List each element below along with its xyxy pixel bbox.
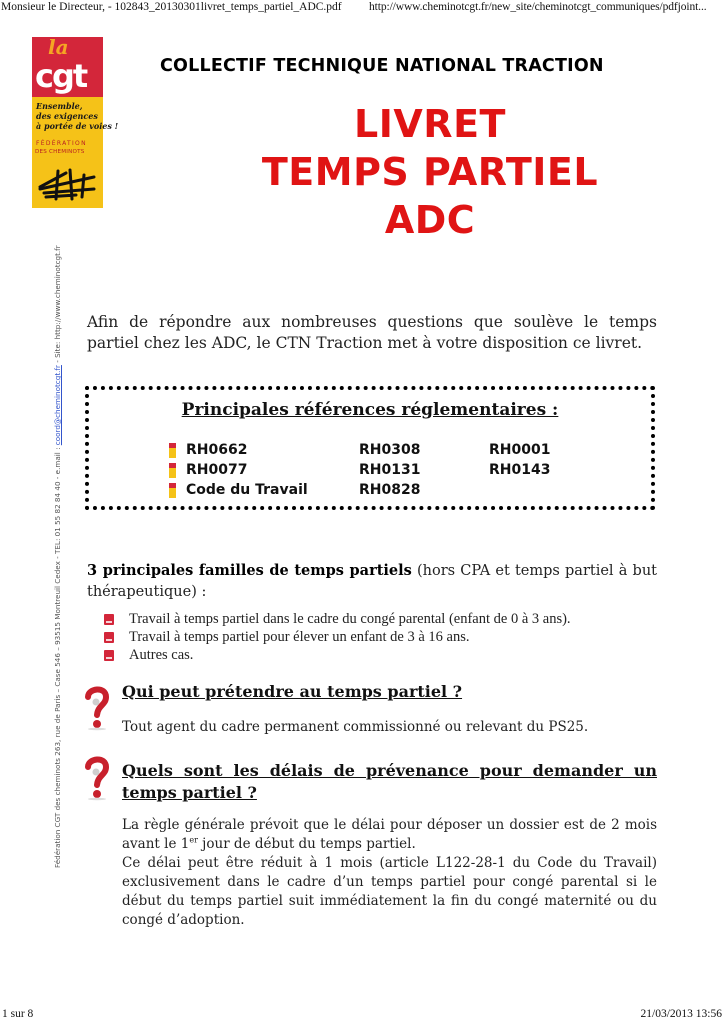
logo-slogan-line: Ensemble,: [36, 101, 83, 111]
families-lead-rest: (hors CPA et temps partiel à but thérapeutique) :: [87, 563, 657, 600]
logo-slogan-line: à portée de voies !: [36, 121, 119, 131]
families-intro: [87, 560, 657, 603]
print-header-url: http://www.cheminotcgt.fr/new_site/cheminotcgt_communiques/pdfjoint...: [369, 1, 707, 13]
main-title-line: ADC: [384, 198, 476, 242]
print-header: [0, 0, 724, 16]
list-item-text: Travail à temps partiel pour élever un enfant de 3 à 16 ans.: [129, 629, 470, 645]
answer-text: jour de début du temps partiel.: [197, 836, 416, 852]
email-link[interactable]: coord@cheminotcgt.fr: [53, 365, 62, 446]
cgt-bullet-icon: [169, 463, 176, 480]
print-datetime: 21/03/2013 13:56: [640, 1008, 722, 1020]
answer-sup: er: [189, 835, 198, 845]
cgt-bullet-icon: [104, 632, 114, 643]
cgt-bullet-icon: [104, 614, 114, 625]
main-title: [240, 100, 620, 244]
intro-paragraph: Afin de répondre aux nombreuses questions que soulève le temps partiel chez les ADC, le CTN Traction met à votre disposition ce livret.: [87, 313, 657, 352]
logo-slogan: [36, 101, 119, 131]
list-item-text: Travail à temps partiel dans le cadre du congé parental (enfant de 0 à 3 ans).: [129, 611, 571, 627]
collectif-heading: COLLECTIF TECHNIQUE NATIONAL TRACTION: [160, 56, 604, 76]
side-address: [53, 228, 65, 868]
print-header-title: Monsieur le Directeur, - 102843_20130301livret_temps_partiel_ADC.pdf: [1, 1, 342, 13]
reference-item: RH0828: [359, 482, 421, 498]
question-mark-icon: [84, 755, 110, 801]
list-item-text: Autres cas.: [129, 647, 194, 663]
page-indicator: 1 sur 8: [2, 1008, 34, 1020]
list-item: [104, 611, 664, 629]
main-title-line: LIVRET: [354, 102, 506, 146]
answer-text: La règle générale prévoit que le délai pour déposer un dossier est de 2 mois avant le 1: [122, 817, 657, 852]
logo-la: la: [48, 35, 69, 59]
reference-item: Code du Travail: [186, 482, 308, 498]
cgt-bullet-icon: [169, 483, 176, 500]
list-item: [104, 647, 664, 665]
references-title: Principales références réglementaires :: [181, 400, 559, 420]
cgt-logo: [32, 35, 119, 208]
logo-cheminots: DES CHEMINOTS: [35, 149, 85, 155]
reference-item: RH0001: [489, 442, 551, 458]
main-title-line: TEMPS PARTIEL: [261, 150, 599, 194]
question-title: Qui peut prétendre au temps partiel ?: [122, 682, 463, 701]
question-title-line: temps partiel ?: [122, 783, 257, 802]
families-lead-bold: 3 principales familles de temps partiels: [87, 562, 412, 579]
cgt-bullet-icon: [104, 650, 114, 661]
question-mark-icon: [84, 685, 110, 731]
question-title-line: Quels sont les délais de prévenance pour demander un: [122, 761, 657, 780]
question-title: [122, 760, 657, 804]
reference-item: RH0077: [186, 462, 248, 478]
rail-track-icon: [36, 165, 98, 203]
families-list: [104, 611, 664, 665]
reference-item: RH0131: [359, 462, 421, 478]
reference-item: RH0143: [489, 462, 551, 478]
answer-paragraph: [122, 816, 657, 854]
question-answer: Tout agent du cadre permanent commissionné ou relevant du PS25.: [122, 719, 589, 735]
reference-row: [169, 462, 609, 482]
side-site-text: - Site: http://www.cheminotcgt.fr: [53, 245, 62, 366]
references-grid: [169, 442, 609, 502]
cgt-bullet-icon: [169, 443, 176, 460]
question-answer: [122, 816, 657, 930]
side-address-text: Fédération CGT des cheminots 263, rue de Paris – Case 546 – 93515 Montreuil Cedex - TEL: 01 55 82 84 40 - e.mail :: [53, 445, 62, 868]
list-item: [104, 629, 664, 647]
references-box: [85, 386, 655, 510]
logo-federation: FÉDÉRATION: [36, 140, 87, 147]
reference-row: [169, 442, 609, 462]
reference-item: RH0308: [359, 442, 421, 458]
reference-item: RH0662: [186, 442, 248, 458]
logo-slogan-line: des exigences: [36, 111, 98, 121]
print-footer: [0, 1006, 724, 1024]
reference-row: [169, 482, 609, 502]
answer-paragraph: Ce délai peut être réduit à 1 mois (article L122-28-1 du Code du Travail) exclusivement dans le cadre d’un temps partiel pour congé parental si le début du temps partiel suit immédiatement la fin du congé maternité ou du congé d’adoption.: [122, 855, 657, 928]
logo-cgt: cgt: [35, 57, 87, 95]
